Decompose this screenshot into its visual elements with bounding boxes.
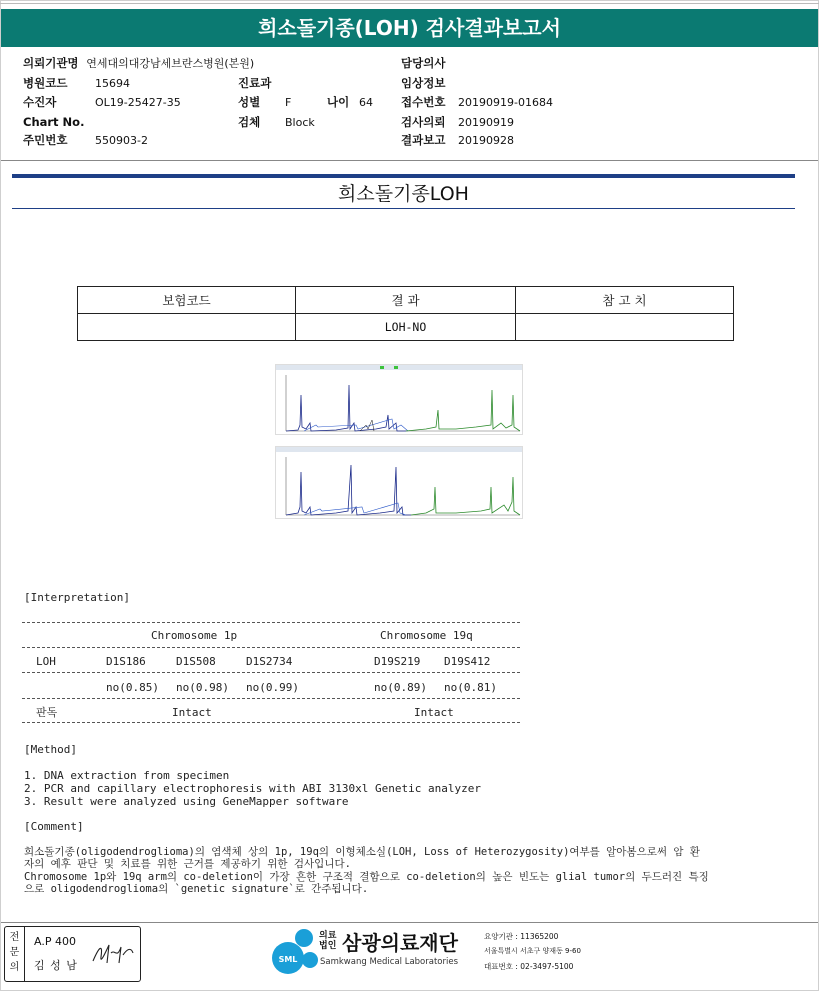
interp-rule-3 xyxy=(22,672,520,673)
specimen-value: Block xyxy=(285,116,315,129)
method-line-2: 2. PCR and capillary electrophoresis with ABI 3130xl Genetic analyzer xyxy=(24,782,481,795)
header-divider xyxy=(1,160,818,161)
rrn-value: 550903-2 xyxy=(95,134,148,147)
section-rule-bottom xyxy=(12,208,795,209)
cell-insurance-code xyxy=(78,314,296,341)
specimen-row xyxy=(238,114,315,131)
dept-row xyxy=(238,75,271,92)
interpretation-label: [Interpretation] xyxy=(24,591,130,604)
method-line-1: 1. DNA extraction from specimen xyxy=(24,769,230,782)
institution-value: 연세대의대강남세브란스병원(본원) xyxy=(86,57,255,70)
doctor-signature xyxy=(91,939,137,969)
col-insurance-code: 보험코드 xyxy=(78,287,296,314)
marker-D19S219: D19S219 xyxy=(374,655,421,668)
value-D1S2734: no(0.99) xyxy=(246,681,299,694)
result-table xyxy=(77,286,734,341)
hospital-code-label: 병원코드 xyxy=(23,76,68,90)
cell-reference xyxy=(516,314,734,341)
method-label: [Method] xyxy=(24,743,77,756)
value-D19S412: no(0.81) xyxy=(444,681,497,694)
rrn-label: 주민번호 xyxy=(23,133,68,147)
marker-D1S2734: D1S2734 xyxy=(246,655,293,668)
sml-logo-icon xyxy=(270,926,320,976)
sex-age-row xyxy=(238,94,373,111)
request-row xyxy=(401,114,514,131)
section-rule-top xyxy=(12,174,795,178)
chart-row xyxy=(23,114,84,131)
report-row xyxy=(401,132,514,149)
org-info-code: 요양기관 : 11365200 xyxy=(484,932,559,941)
interp-rule-5 xyxy=(22,722,520,723)
interp-rule-2 xyxy=(22,647,520,648)
org-prefix-2: 법인 xyxy=(319,941,337,951)
report-value: 20190928 xyxy=(458,134,514,147)
value-D1S186: no(0.85) xyxy=(106,681,159,694)
hospital-code-value: 15694 xyxy=(95,77,130,90)
doctor-row xyxy=(401,55,445,72)
judge-1p: Intact xyxy=(172,706,212,719)
top-rule xyxy=(0,3,819,4)
age-value: 64 xyxy=(359,96,373,109)
doctor-label: 담당의사 xyxy=(401,56,446,70)
chromosome-1p-label: Chromosome 1p xyxy=(151,629,238,642)
stamp-side-1: 전 xyxy=(9,932,20,943)
footer-rule xyxy=(1,922,818,923)
col-reference: 참 고 치 xyxy=(516,287,734,314)
age-label: 나이 xyxy=(327,95,350,109)
org-info-address: 서울특별시 서초구 양재동 9-60 xyxy=(484,947,581,955)
institution-row xyxy=(23,55,254,72)
judge-19q: Intact xyxy=(414,706,454,719)
org-english-name: Samkwang Medical Laboratories xyxy=(320,957,459,967)
interp-rule-4 xyxy=(22,698,520,699)
col-result: 결 과 xyxy=(296,287,516,314)
method-line-3: 3. Result were analyzed using GeneMapper software xyxy=(24,795,349,808)
comment-label: [Comment] xyxy=(24,820,84,833)
hospital-code-row xyxy=(23,75,130,92)
chromosome-19q-label: Chromosome 19q xyxy=(380,629,473,642)
interp-rule-1 xyxy=(22,622,520,623)
comment-line-3: Chromosome 1p와 19q arm의 co-deletion이 가장 흔한 구조적 결함으로 co-deletion의 높은 빈도는 glial tumor의 두드러진 특징 xyxy=(24,871,709,883)
request-value: 20190919 xyxy=(458,116,514,129)
clinical-row xyxy=(401,75,445,92)
sex-label: 성별 xyxy=(238,95,261,109)
doctor-stamp xyxy=(4,926,141,982)
marker-D1S186: D1S186 xyxy=(106,655,146,668)
org-name: 삼광의료재단 xyxy=(342,931,458,955)
comment-line-2: 자의 예후 판단 및 치료를 위한 근거를 제공하기 위한 검사입니다. xyxy=(24,858,351,870)
value-D19S219: no(0.89) xyxy=(374,681,427,694)
comment-line-4: 으로 oligodendroglioma의 `genetic signature`로 간주됩니다. xyxy=(24,883,369,895)
section-title: 희소돌기종LOH xyxy=(338,183,469,205)
electropherogram-tumor xyxy=(275,364,523,435)
result-header-row xyxy=(78,287,734,314)
subject-row xyxy=(23,94,181,111)
comment-line-1: 희소돌기종(oligodendroglioma)의 염색체 상의 1p, 19q의 이형체소실(LOH, Loss of Heterozygosity)여부를 알아봄으로써 암 환 xyxy=(24,846,700,858)
marker-D1S508: D1S508 xyxy=(176,655,216,668)
result-row xyxy=(78,314,734,341)
stamp-side-3: 의 xyxy=(9,962,20,973)
specimen-label: 검체 xyxy=(238,115,261,129)
cell-result: LOH-NO xyxy=(296,314,516,341)
chart-label: Chart No. xyxy=(23,115,85,129)
sml-logo-letters: SML xyxy=(278,955,298,964)
request-label: 검사의뢰 xyxy=(401,115,446,129)
stamp-side-2: 문 xyxy=(9,947,20,958)
stamp-side-label xyxy=(5,927,25,981)
sex-value: F xyxy=(285,96,292,109)
report-title: 희소돌기종(LOH) 검사결과보고서 xyxy=(1,9,818,47)
receipt-label: 접수번호 xyxy=(401,95,446,109)
loh-row-label: LOH xyxy=(36,655,56,668)
marker-D19S412: D19S412 xyxy=(444,655,491,668)
value-D1S508: no(0.98) xyxy=(176,681,229,694)
judge-label: 판독 xyxy=(36,706,58,719)
clinical-label: 임상정보 xyxy=(401,76,446,90)
doctor-name: 김 성 남 xyxy=(34,959,78,972)
subject-value: OL19-25427-35 xyxy=(95,96,181,109)
rrn-row xyxy=(23,132,148,149)
dept-label: 진료과 xyxy=(238,76,272,90)
report-label: 결과보고 xyxy=(401,133,446,147)
receipt-value: 20190919-01684 xyxy=(458,96,553,109)
electropherogram-normal xyxy=(275,446,523,519)
receipt-row xyxy=(401,94,553,111)
org-info-phone: 대표번호 : 02-3497-5100 xyxy=(484,962,574,971)
institution-label: 의뢰기관명 xyxy=(23,56,79,70)
subject-label: 수진자 xyxy=(23,95,57,109)
org-prefix xyxy=(319,931,336,951)
doctor-code: A.P 400 xyxy=(34,935,76,948)
org-prefix-1: 의료 xyxy=(319,931,337,941)
